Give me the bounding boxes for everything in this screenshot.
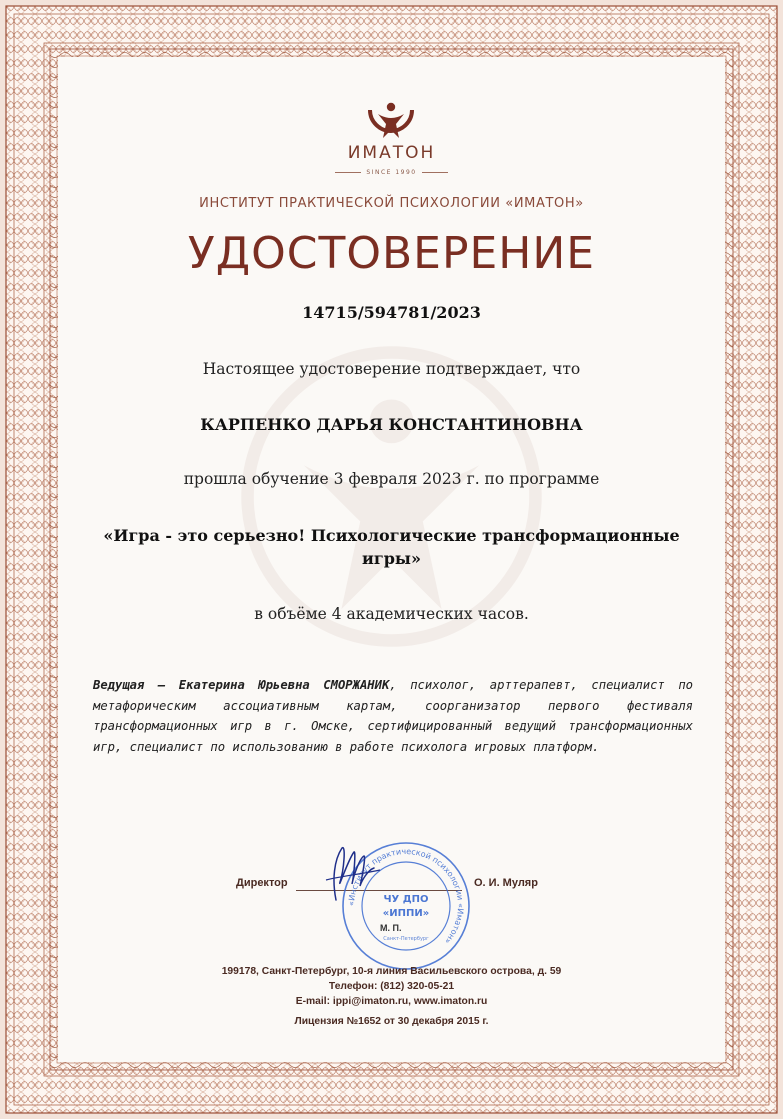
training-text: прошла обучение 3 февраля 2023 г. по программе — [183, 470, 600, 488]
brand-name: ИМАТОН — [347, 143, 436, 163]
director-signature — [322, 840, 382, 902]
since-divider-right — [422, 172, 448, 173]
lead-label: Ведущая — Екатерина Юрьевна СМОРЖАНИК — [93, 678, 390, 692]
seal-place-mark: М. П. — [380, 923, 402, 933]
stamp-center-line1: ЧУ ДПО — [383, 894, 429, 905]
imaton-logo-icon — [364, 100, 418, 142]
stamp-city: Санкт-Петербург — [383, 936, 429, 942]
volume-text: в объёме 4 академических часов. — [254, 605, 529, 623]
stamp-ring-text: «Институт практической психологии «Иматон» — [346, 846, 466, 946]
document-title: УДОСТОВЕРЕНИЕ — [187, 228, 596, 279]
certificate-number: 14715/594781/2023 — [302, 303, 481, 322]
program-title: «Игра - это серьезно! Психологические трансформационные игры» — [103, 526, 680, 568]
lead-description: , психолог, арттерапевт, специалист по метафорическим ассоциативным картам, соорганизатор первого фестиваля трансформационных игр в г. Омске, сертифицированный ведущий трансформационных игр, специалист по использованию в работе психолога игровых платформ. — [93, 678, 693, 754]
since-year: SINCE 1990 — [366, 169, 417, 176]
footer-license: Лицензия №1652 от 30 декабря 2015 г. — [294, 1016, 489, 1027]
footer-email: E-mail: ippi@imaton.ru, www.imaton.ru — [295, 996, 488, 1007]
footer-address: 199178, Санкт-Петербург, 10-я линия Васильевского острова, д. 59 — [221, 966, 562, 977]
lead-paragraph — [93, 675, 693, 757]
recipient-name: КАРПЕНКО ДАРЬЯ КОНСТАНТИНОВНА — [200, 415, 583, 434]
director-label: Директор — [236, 877, 288, 889]
institute-name: ИНСТИТУТ ПРАКТИЧЕСКОЙ ПСИХОЛОГИИ «ИМАТОН» — [199, 196, 584, 211]
director-name: О. И. Муляр — [474, 877, 538, 889]
confirm-text: Настоящее удостоверение подтверждает, что — [202, 360, 581, 378]
stamp-center-line2: «ИППИ» — [382, 908, 430, 919]
footer-phone: Телефон: (812) 320-05-21 — [328, 981, 455, 992]
